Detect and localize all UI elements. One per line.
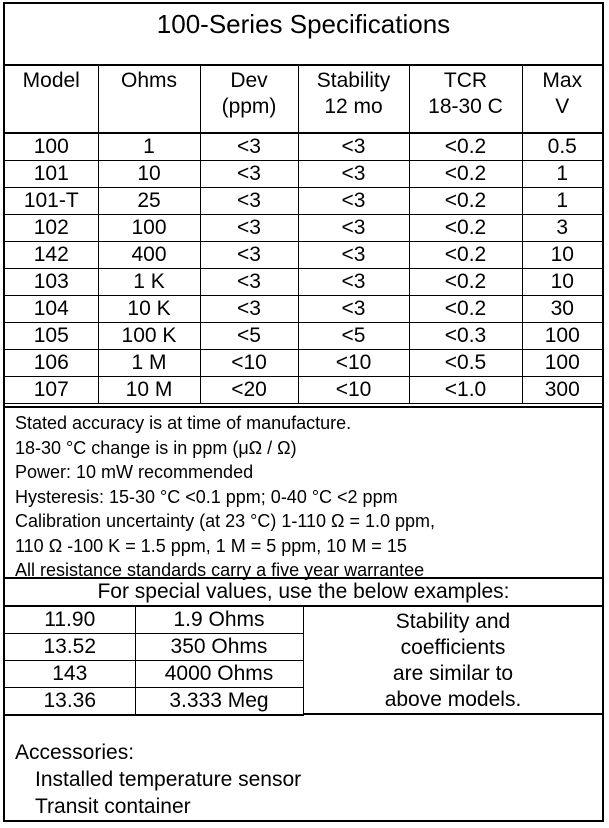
cell-max-v: 3 xyxy=(522,215,602,242)
cell-value: 1.9 Ohms xyxy=(135,607,303,634)
cell-max-v: 30 xyxy=(522,296,602,323)
table-row xyxy=(5,215,602,242)
cell-dev: <20 xyxy=(200,377,298,404)
cell-model: 13.52 xyxy=(5,634,135,661)
cell-model: 143 xyxy=(5,661,135,688)
cell-ohms: 100 K xyxy=(98,323,200,350)
special-row xyxy=(5,688,303,716)
special-values-title: For special values, use the below examples: xyxy=(5,579,602,607)
col-header-tcr: TCR 18-30 C xyxy=(409,66,522,133)
table-row xyxy=(5,242,602,269)
cell-model: 101 xyxy=(5,161,98,188)
cell-model: 107 xyxy=(5,377,98,404)
cell-ohms: 1 K xyxy=(98,269,200,296)
cell-max-v: 10 xyxy=(522,269,602,296)
note-line: Power: 10 mW recommended xyxy=(15,462,254,482)
similarity-note: Stability and coefficients are similar to above models. xyxy=(303,607,602,715)
cell-model: 100 xyxy=(5,133,98,161)
cell-stability: <3 xyxy=(298,161,409,188)
cell-dev: <3 xyxy=(200,269,298,296)
cell-dev: <3 xyxy=(200,133,298,161)
cell-ohms: 100 xyxy=(98,215,200,242)
spec-sheet xyxy=(3,2,604,822)
cell-stability: <3 xyxy=(298,215,409,242)
cell-dev: <10 xyxy=(200,350,298,377)
cell-ohms: 1 xyxy=(98,133,200,161)
special-row xyxy=(5,607,303,634)
table-header-row xyxy=(5,66,602,133)
table-row xyxy=(5,377,602,404)
cell-stability: <3 xyxy=(298,188,409,215)
cell-value: 350 Ohms xyxy=(135,634,303,661)
cell-ohms: 10 K xyxy=(98,296,200,323)
specifications-table xyxy=(5,66,602,404)
col-header-ohms: Ohms xyxy=(98,66,200,133)
cell-max-v: 1 xyxy=(522,161,602,188)
cell-model: 13.36 xyxy=(5,688,135,716)
cell-dev: <3 xyxy=(200,161,298,188)
cell-value: 3.333 Meg xyxy=(135,688,303,716)
accessory-item: Installed temperature sensor xyxy=(35,768,302,791)
cell-ohms: 25 xyxy=(98,188,200,215)
cell-stability: <10 xyxy=(298,350,409,377)
cell-tcr: <0.2 xyxy=(409,133,522,161)
cell-stability: <3 xyxy=(298,242,409,269)
accessory-item: Transit container xyxy=(35,795,191,818)
cell-tcr: <0.2 xyxy=(409,188,522,215)
cell-tcr: <1.0 xyxy=(409,377,522,404)
cell-stability: <10 xyxy=(298,377,409,404)
note-line: 110 Ω -100 K = 1.5 ppm, 1 M = 5 ppm, 10 M = 15 xyxy=(15,535,407,556)
col-header-dev: Dev (ppm) xyxy=(200,66,298,133)
cell-dev: <3 xyxy=(200,296,298,323)
cell-tcr: <0.2 xyxy=(409,161,522,188)
special-row xyxy=(5,661,303,688)
notes-section xyxy=(5,406,602,579)
cell-ohms: 400 xyxy=(98,242,200,269)
page-title: 100-Series Specifications xyxy=(5,4,602,66)
cell-model: 105 xyxy=(5,323,98,350)
cell-tcr: <0.5 xyxy=(409,350,522,377)
cell-tcr: <0.2 xyxy=(409,242,522,269)
table-row xyxy=(5,133,602,161)
cell-model: 142 xyxy=(5,242,98,269)
cell-value: 4000 Ohms xyxy=(135,661,303,688)
cell-ohms: 10 xyxy=(98,161,200,188)
cell-stability: <5 xyxy=(298,323,409,350)
table-row xyxy=(5,161,602,188)
table-row xyxy=(5,188,602,215)
table-row xyxy=(5,350,602,377)
col-header-model: Model xyxy=(5,66,98,133)
cell-max-v: 300 xyxy=(522,377,602,404)
special-row xyxy=(5,634,303,661)
table-row xyxy=(5,323,602,350)
cell-dev: <5 xyxy=(200,323,298,350)
cell-max-v: 10 xyxy=(522,242,602,269)
cell-model: 11.90 xyxy=(5,607,135,634)
accessories-section xyxy=(5,715,602,820)
note-line: Calibration uncertainty (at 23 °C) 1-110 Ω = 1.0 ppm, xyxy=(15,511,436,531)
cell-max-v: 0.5 xyxy=(522,133,602,161)
cell-tcr: <0.2 xyxy=(409,269,522,296)
special-values-table xyxy=(5,607,304,716)
cell-model: 102 xyxy=(5,215,98,242)
cell-stability: <3 xyxy=(298,269,409,296)
cell-model: 101-T xyxy=(5,188,98,215)
cell-max-v: 100 xyxy=(522,350,602,377)
cell-ohms: 1 M xyxy=(98,350,200,377)
cell-stability: <3 xyxy=(298,296,409,323)
cell-ohms: 10 M xyxy=(98,377,200,404)
cell-model: 104 xyxy=(5,296,98,323)
cell-dev: <3 xyxy=(200,215,298,242)
cell-model: 106 xyxy=(5,350,98,377)
cell-tcr: <0.2 xyxy=(409,296,522,323)
col-header-max-v: Max V xyxy=(522,66,602,133)
table-row xyxy=(5,296,602,323)
note-line: 18-30 °C change is in ppm (μΩ / Ω) xyxy=(15,437,297,458)
note-line: All resistance standards carry a five year warrantee xyxy=(15,560,425,580)
note-line: Stated accuracy is at time of manufacture. xyxy=(15,413,352,433)
cell-dev: <3 xyxy=(200,242,298,269)
cell-tcr: <0.3 xyxy=(409,323,522,350)
cell-max-v: 100 xyxy=(522,323,602,350)
cell-dev: <3 xyxy=(200,188,298,215)
table-body xyxy=(5,133,602,404)
accessories-heading: Accessories: xyxy=(15,741,135,764)
cell-model: 103 xyxy=(5,269,98,296)
col-header-stability: Stability 12 mo xyxy=(298,66,409,133)
note-line: Hysteresis: 15-30 °C <0.1 ppm; 0-40 °C <2 ppm xyxy=(15,486,398,507)
cell-stability: <3 xyxy=(298,133,409,161)
cell-tcr: <0.2 xyxy=(409,215,522,242)
table-row xyxy=(5,269,602,296)
cell-max-v: 1 xyxy=(522,188,602,215)
